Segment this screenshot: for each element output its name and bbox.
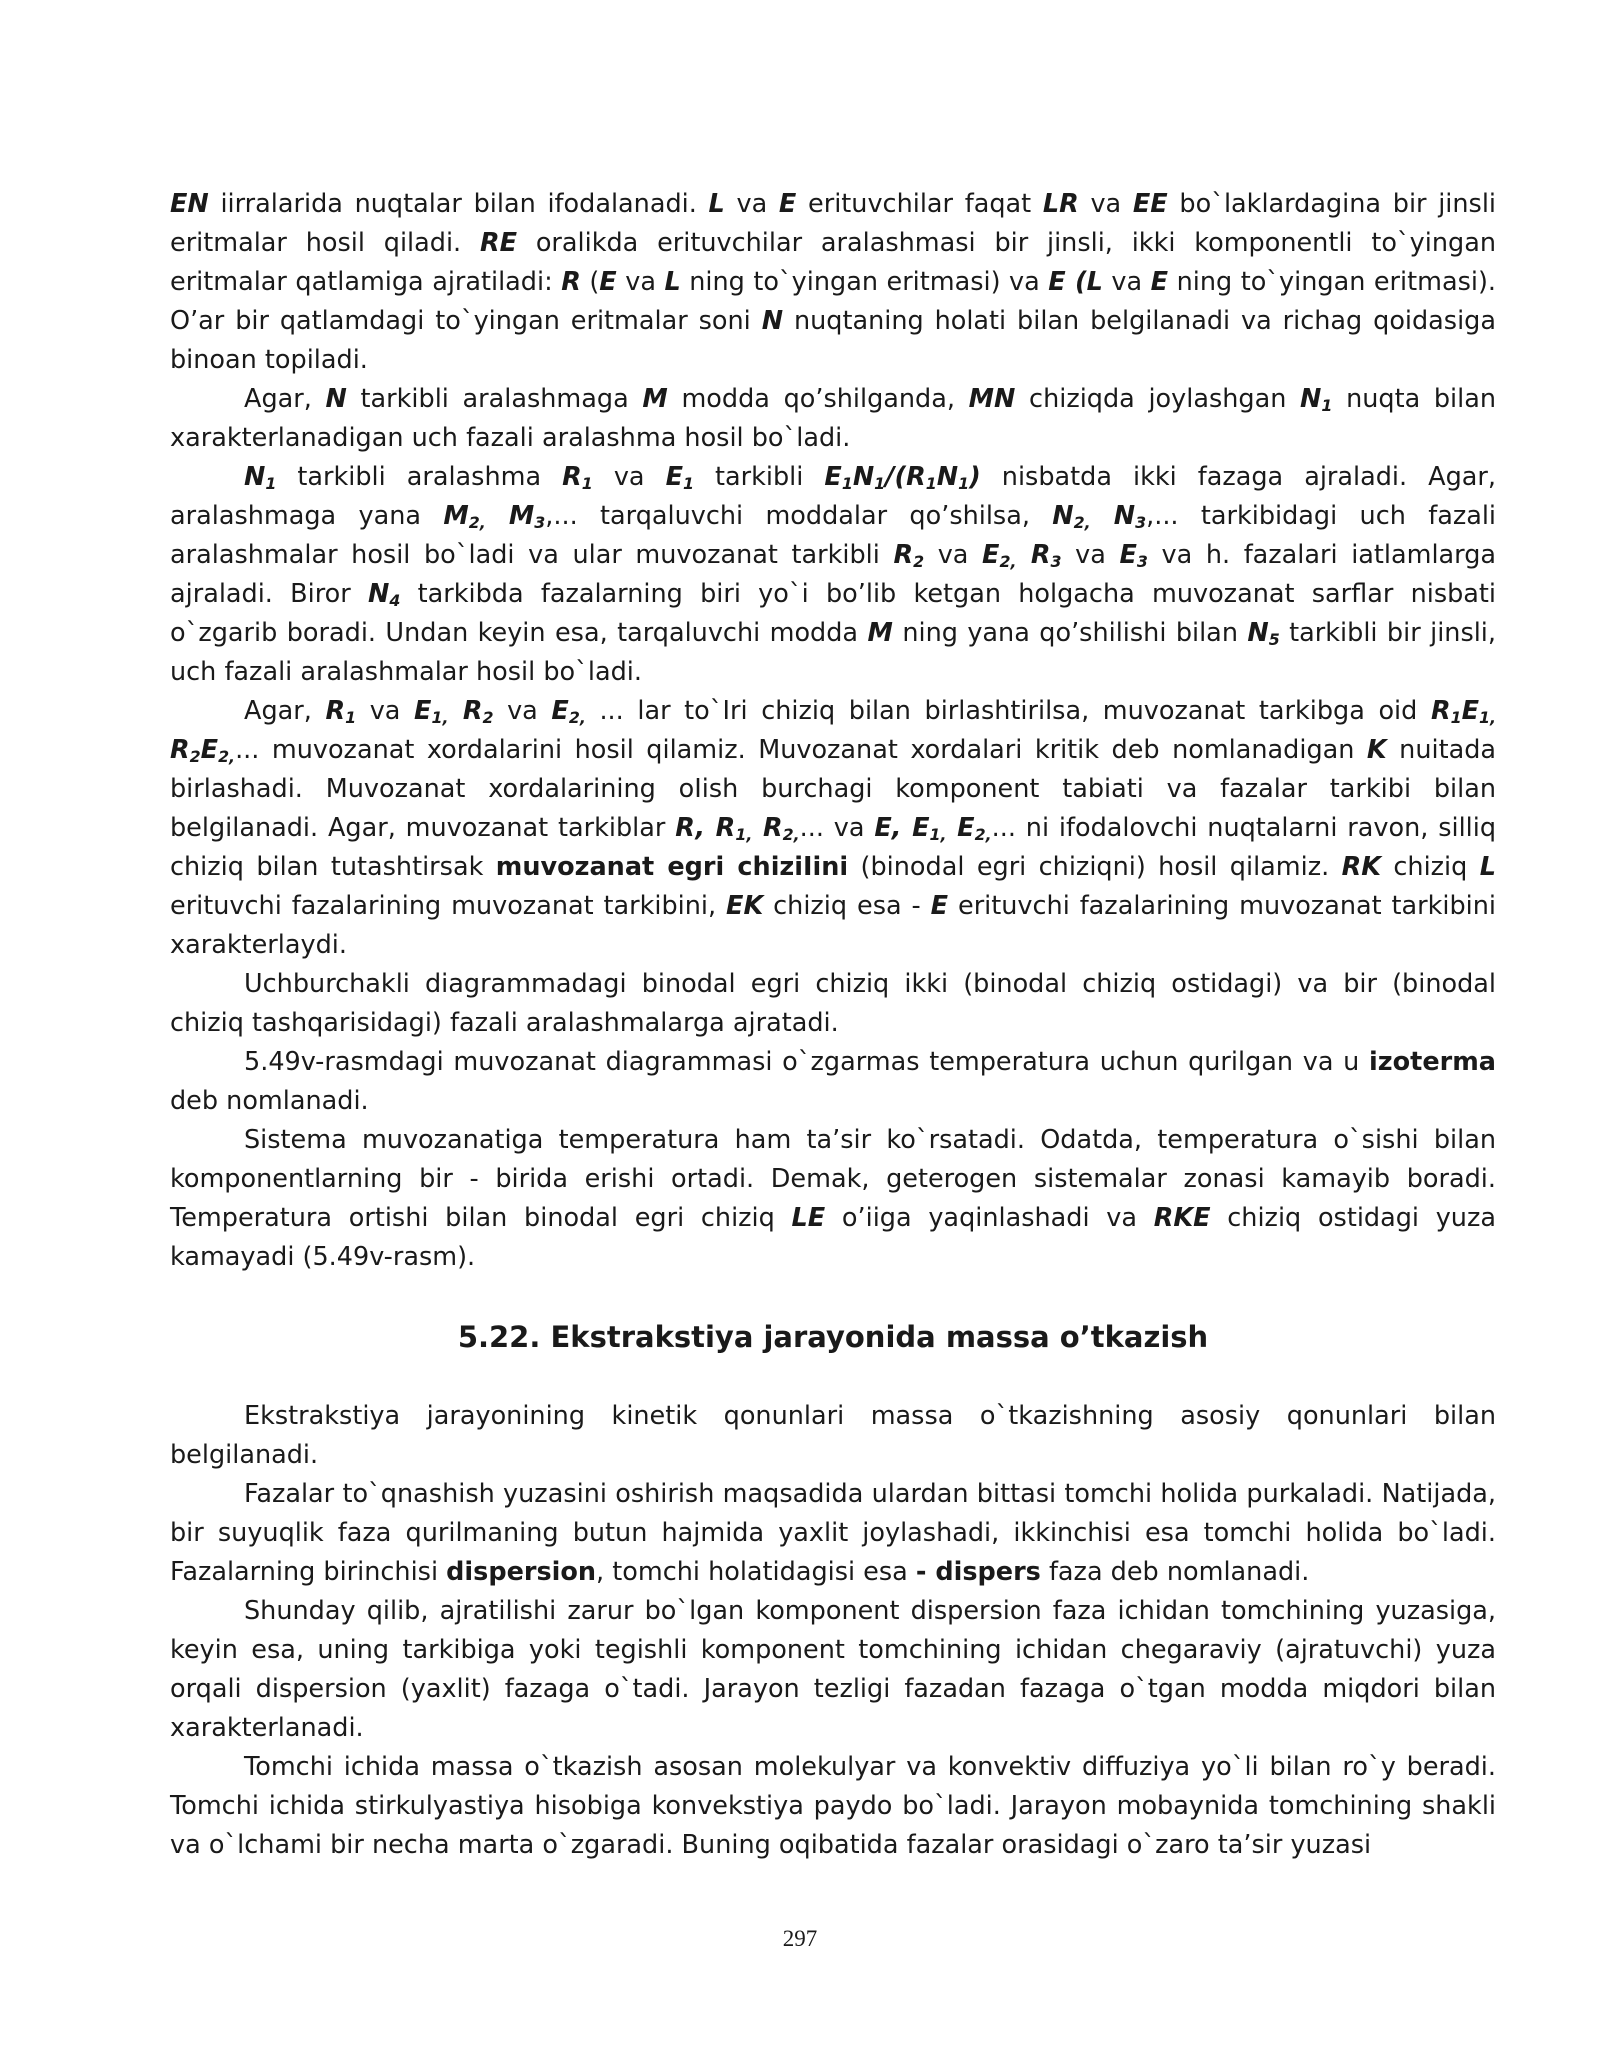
emphasis-text: muvozanat egri chiziIini — [495, 852, 849, 882]
text-run: bo`laklardagina bir jinsli eritmalar hosil qiladi. — [170, 189, 1497, 258]
subscript: 1 — [925, 473, 937, 493]
text-run: va — [356, 696, 415, 726]
page-body — [170, 185, 1496, 1865]
text-run: va h. fazalari iatlamlarga ajraladi. Biror — [170, 540, 1497, 609]
subscript: 2 — [913, 551, 925, 571]
emphasis-text: R — [448, 696, 483, 726]
text-run: va — [1078, 189, 1133, 219]
subscript: 2, — [568, 707, 586, 727]
emphasis-text: - dispers — [915, 1557, 1041, 1587]
text-run: faza deb nomlanadi. — [1040, 1557, 1310, 1587]
text-run: Ekstrakstiya jarayonining kinetik qonunlari massa o`tkazishning asosiy qonunlari bilan belgilanadi. — [170, 1401, 1496, 1470]
paragraph — [170, 965, 1496, 1043]
text-run: 5.49v-rasmdagi muvozanat diagrammasi o`zgarmas temperatura uchun qurilgan va u — [244, 1047, 1370, 1077]
emphasis-text: R — [893, 540, 914, 570]
paragraph — [170, 1592, 1496, 1748]
subscript: 5 — [1268, 629, 1280, 649]
text-run: 5.22. Ekstrakstiya jarayonida massa o’tkazish — [457, 1320, 1209, 1354]
emphasis-text: N — [1090, 501, 1136, 531]
paragraph — [170, 1475, 1496, 1592]
text-run: Fazalar to`qnashish yuzasini oshirish maqsadida ulardan bittasi tomchi holida purkaladi. Natijada, bir suyuqlik faza qurilmaning butun hajmida yaxlit joylashadi, ikkinchisi esa tomchi holida bo`ladi. Fazalarning birinchisi — [170, 1479, 1496, 1587]
text-run: va — [1102, 267, 1151, 297]
paragraph — [170, 1397, 1496, 1475]
emphasis-text: N — [368, 579, 390, 609]
text-run: oralikda erituvchilar aralashmasi bir jinsli, ikki komponentli to`yingan eritmalar qatlamiga ajratiladi: — [170, 228, 1496, 297]
emphasis-text: E — [946, 813, 975, 843]
text-run: erituvchi fazalarining muvozanat tarkibini, — [170, 891, 727, 921]
text-run: erituvchilar faqat — [796, 189, 1043, 219]
emphasis-text: EN — [170, 189, 209, 219]
emphasis-text: M — [485, 501, 535, 531]
text-run: ning yana qo’shilishi bilan — [892, 618, 1248, 648]
emphasis-text: N — [1247, 618, 1269, 648]
text-run: Shunday qilib, ajratilishi zarur bo`lgan komponent dispersion faza ichidan tomchining yuzasiga, keyin esa, uning tarkibiga yoki tegishli komponent tomchining ichidan chegaraviy (ajratuvchi) yuza orqali dispersion (yaxlit) fazaga o`tadi. Jarayon tezligi fazadan fazaga o`tgan modda miqdori bilan xarakterlanadi. — [170, 1596, 1496, 1743]
text-run: tarkibli — [694, 462, 825, 492]
text-run: Agar, — [244, 696, 326, 726]
emphasis-text: E (L — [1048, 267, 1103, 297]
text-run: Sistema muvozanatiga temperatura ham ta’sir ko`rsatadi. Odatda, temperatura o`sishi bilan komponentlarning bir - birida erishi ortadi. Demak, geterogen sistemalar zonasi kamayib boradi. Temperatura ortishi bilan binodal egri chiziq — [170, 1125, 1496, 1233]
text-run: erituvchi fazalarining muvozanat tarkibini xarakterlaydi. — [170, 891, 1497, 960]
paragraph — [170, 185, 1496, 380]
emphasis-text: ) — [969, 462, 981, 492]
text-run: ... lar to`Iri chiziq bilan birlashtirilsa, muvozanat tarkibga oid — [585, 696, 1431, 726]
text-run: ,... tarkibidagi uch fazali aralashmalar hosil bo`ladi va ular muvozanat tarkibli — [170, 501, 1496, 570]
subscript: 3 — [1050, 551, 1062, 571]
paragraph — [170, 380, 1496, 458]
emphasis-text: R — [561, 267, 581, 297]
text-run: va — [592, 462, 666, 492]
text-run: nuitada birlashadi. Muvozanat xordalarining oIish burchagi komponent tabiati va fazalar tarkibi bilan belgilanadi. Agar, muvozanat tarkiblar — [170, 735, 1497, 843]
subscript: 1 — [1450, 707, 1462, 727]
text-run: Agar, — [244, 384, 326, 414]
emphasis-text: RKE — [1153, 1203, 1211, 1233]
emphasis-text: E — [665, 462, 683, 492]
emphasis-text: E — [930, 891, 949, 921]
text-run: deb nomlanadi. — [170, 1086, 369, 1116]
text-run: tarkibli aralashma — [276, 462, 563, 492]
subscript: 2 — [189, 746, 201, 766]
emphasis-text: E — [200, 735, 219, 765]
emphasis-text: E — [778, 189, 797, 219]
paragraph — [170, 1121, 1496, 1277]
text-run: , tomchi holatidagisi esa — [596, 1557, 916, 1587]
text-run: Tomchi ichida massa o`tkazish asosan molekulyar va konvektiv diffuziya yo`li bilan ro`y beradi. Tomchi ichida stirkulyastiya hisobiga konvekstiya paydo bo`ladi. Jarayon mobaynida tomchining shakli va o`lchami bir necha marta o`zgaradi. Buning oqibatida fazalar orasidagi o`zaro ta’sir yuzasi — [170, 1752, 1496, 1860]
text-run: chiziq — [1381, 852, 1480, 882]
emphasis-text: R — [1430, 696, 1451, 726]
text-run: va — [1061, 540, 1120, 570]
emphasis-text: R — [325, 696, 346, 726]
emphasis-text: M — [443, 501, 469, 531]
page-number: 297 — [782, 1926, 818, 1951]
subscript: 2, — [218, 746, 236, 766]
text-run: ,... tarqaluvchi moddalar qo’shilsa, — [545, 501, 1053, 531]
emphasis-text: N — [936, 462, 959, 492]
emphasis-text: E — [1461, 696, 1479, 726]
emphasis-text: R — [170, 735, 190, 765]
emphasis-text: E — [1119, 540, 1137, 570]
text-run: o’iiga yaqinlashadi va — [825, 1203, 1154, 1233]
subscript: 1, — [431, 707, 449, 727]
subscript: 3 — [534, 512, 546, 532]
text-run: chiziqda joylashgan — [1015, 384, 1301, 414]
emphasis-text: R — [1016, 540, 1051, 570]
subscript: 2, — [782, 824, 800, 844]
emphasis-text: N — [1300, 384, 1322, 414]
subscript: 3 — [1136, 551, 1148, 571]
text-run: chiziq ostidagi yuza kamayadi (5.49v-rasm). — [170, 1203, 1496, 1272]
emphasis-text: E — [824, 462, 842, 492]
emphasis-text: /(R — [885, 462, 926, 492]
emphasis-text: L — [1479, 852, 1496, 882]
subscript: 1 — [265, 473, 277, 493]
emphasis-text: M — [642, 384, 668, 414]
subscript: 2, — [468, 512, 486, 532]
subscript: 2, — [1073, 512, 1091, 532]
subscript: 1 — [581, 473, 593, 493]
text-run: chiziq esa - — [763, 891, 931, 921]
emphasis-text: LE — [791, 1203, 826, 1233]
emphasis-text: E, E — [874, 813, 930, 843]
emphasis-text: E — [414, 696, 432, 726]
emphasis-text: M — [867, 618, 893, 648]
text-run: ning to`yingan eritmasi). O’ar bir qatlamdagi to`yingan eritmalar soni — [170, 267, 1497, 336]
subscript: 3 — [1135, 512, 1147, 532]
subscript: 1 — [1321, 395, 1333, 415]
subscript: 4 — [389, 590, 401, 610]
subscript: 1, — [735, 824, 753, 844]
subscript: 1 — [345, 707, 357, 727]
subscript: 1, — [929, 824, 947, 844]
text-run: nuqta bilan xarakterlanadigan uch fazali aralashma hosil bo`ladi. — [170, 384, 1497, 453]
text-run: modda qo’shilganda, — [667, 384, 969, 414]
paragraph — [170, 692, 1496, 965]
emphasis-text: MN — [968, 384, 1016, 414]
emphasis-text: EK — [726, 891, 764, 921]
emphasis-text: R — [562, 462, 582, 492]
emphasis-text: E — [551, 696, 569, 726]
emphasis-text: R, R — [675, 813, 736, 843]
paragraph — [170, 1043, 1496, 1121]
text-run: va — [724, 189, 779, 219]
emphasis-text: N — [325, 384, 347, 414]
text-run: tarkibli aralashmaga — [346, 384, 643, 414]
emphasis-text: E — [1150, 267, 1169, 297]
text-run: nisbatda ikki fazaga ajraladi. Agar, aralashmaga yana — [170, 462, 1496, 531]
emphasis-text: N — [1052, 501, 1074, 531]
emphasis-text: L — [664, 267, 681, 297]
paragraph — [170, 458, 1496, 692]
subscript: 1 — [683, 473, 694, 493]
text-run: Uchburchakli diagrammadagi binodal egri chiziq ikki (binodal chiziq ostidagi) va bir (binodal chiziq tashqarisidagi) fazali aralashmalarga ajratadi. — [170, 969, 1496, 1038]
text-run: va — [924, 540, 983, 570]
emphasis-text: R — [752, 813, 783, 843]
emphasis-text: N — [761, 306, 784, 336]
subscript: 2, — [999, 551, 1017, 571]
text-run: ning to`yingan eritmasi) va — [680, 267, 1049, 297]
emphasis-text: LR — [1042, 189, 1079, 219]
emphasis-text: L — [708, 189, 725, 219]
emphasis-text: E — [599, 267, 617, 297]
subscript: 1, — [1479, 707, 1496, 727]
emphasis-text: N — [852, 462, 875, 492]
emphasis-text: izoterma — [1369, 1047, 1496, 1077]
subscript: 2 — [482, 707, 494, 727]
subscript: 1 — [958, 473, 970, 493]
subscript: 1 — [874, 473, 886, 493]
subscript: 2, — [974, 824, 992, 844]
subscript: 1 — [841, 473, 853, 493]
text-run: tarkibli bir jinsli, uch fazali aralashmalar hosil bo`ladi. — [170, 618, 1496, 687]
text-run: ... va — [799, 813, 875, 843]
emphasis-text: N — [244, 462, 266, 492]
text-run: va — [493, 696, 552, 726]
text-run: iirralarida nuqtalar bilan ifodalanadi. — [208, 189, 709, 219]
emphasis-text: K — [1366, 735, 1387, 765]
text-run: va — [616, 267, 665, 297]
text-run: ( — [580, 267, 600, 297]
emphasis-text: RE — [479, 228, 518, 258]
paragraph — [170, 1748, 1496, 1865]
emphasis-text: RK — [1341, 852, 1381, 882]
emphasis-text: E — [982, 540, 1000, 570]
text-run: (binodal egri chiziqni) hosil qilamiz. — [848, 852, 1342, 882]
section-heading — [170, 1317, 1496, 1357]
emphasis-text: dispersion — [446, 1557, 597, 1587]
text-run: ... ni ifodalovchi nuqtalarni ravon, silliq chiziq bilan tutashtirsak — [170, 813, 1497, 882]
text-run: tarkibda fazalarning biri yo`i bo’lib ketgan holgacha muvozanat sarflar nisbati o`zgarib boradi. Undan keyin esa, tarqaluvchi modda — [170, 579, 1496, 648]
text-run: nuqtaning holati bilan belgilanadi va richag qoidasiga binoan topiladi. — [170, 306, 1496, 375]
emphasis-text: EE — [1132, 189, 1168, 219]
text-run: ... muvozanat xordalarini hosil qilamiz. Muvozanat xordalari kritik deb nomlanadigan — [235, 735, 1367, 765]
